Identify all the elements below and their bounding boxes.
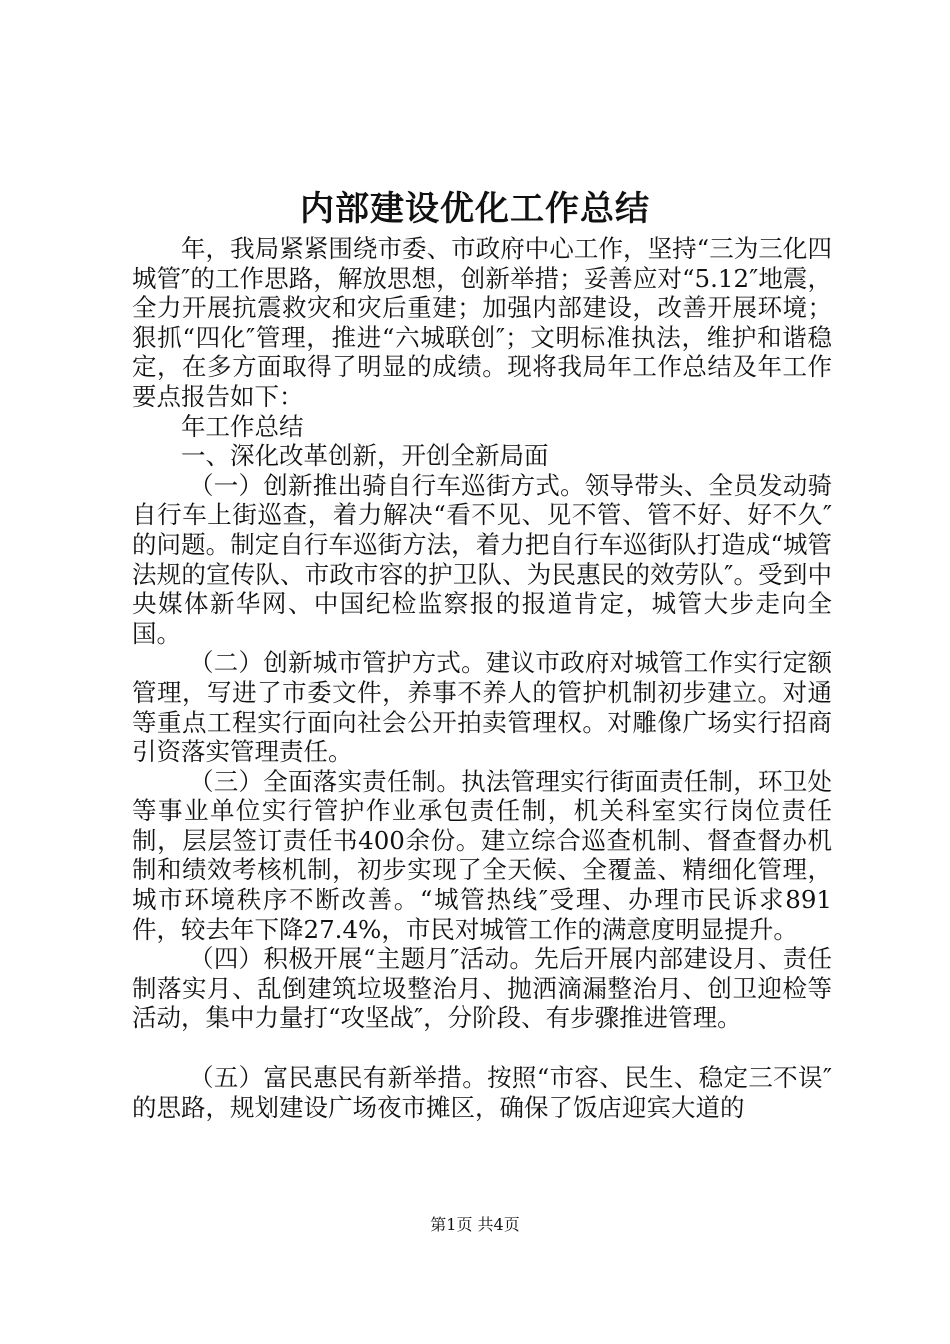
paragraph-item-3: （三）全面落实责任制。执法管理实行街面责任制，环卫处等事业单位实行管护作业承包责任制，机关科室实行岗位责任制，层层签订责任书400余份。建立综合巡查机制、督查督办机制和绩效考核机制，初步实现了全天候、全覆盖、精细化管理，城市环境秩序不断改善。“城管热线″受理、办理市民诉求891件，较去年下降27.4%，市民对城管工作的满意度明显提升。	[132, 766, 832, 944]
paragraph-item-2: （二）创新城市管护方式。建议市政府对城管工作实行定额管理，写进了市委文件，养事不养人的管护机制初步建立。对通等重点工程实行面向社会公开拍卖管理权。对雕像广场实行招商引资落实管理责任。	[132, 648, 832, 767]
page-footer: 第1页 共4页	[430, 1215, 520, 1234]
section-heading-summary: 年工作总结	[181, 411, 304, 441]
paragraph-item-4: （四）积极开展“主题月″活动。先后开展内部建设月、责任制落实月、乱倒建筑垃圾整治月、抛洒滴漏整治月、创卫迎检等活动，集中力量打“攻坚战″，分阶段、有步骤推进管理。	[132, 944, 832, 1033]
paragraph-gap	[132, 1033, 832, 1063]
section-heading-1: 一、深化改革创新，开创全新局面	[181, 441, 549, 471]
intro-paragraph: 年，我局紧紧围绕市委、市政府中心工作，坚持“三为三化四城管″的工作思路，解放思想，创新举措；妥善应对“5.12″地震，全力开展抗震救灾和灾后重建；加强内部建设，改善开展环境；狠抓“四化″管理，推进“六城联创″；文明标准执法，维护和谐稳定，在多方面取得了明显的成绩。现将我局年工作总结及年工作要点报告如下：	[132, 234, 832, 411]
document-body	[132, 234, 832, 1122]
paragraph-item-5: （五）富民惠民有新举措。按照“市容、民生、稳定三不误″的思路，规划建设广场夜市摊区，确保了饭店迎宾大道的	[132, 1063, 832, 1122]
paragraph-item-1: （一）创新推出骑自行车巡街方式。领导带头、全员发动骑自行车上街巡查，着力解决“看不见、见不管、管不好、好不久″的问题。制定自行车巡街方法，着力把自行车巡街队打造成“城管法规的宣传队、市政市容的护卫队、为民惠民的效劳队″。受到中央媒体新华网、中国纪检监察报的报道肯定，城管大步走向全国。	[132, 470, 832, 648]
document-title: 内部建设优化工作总结	[300, 189, 650, 229]
